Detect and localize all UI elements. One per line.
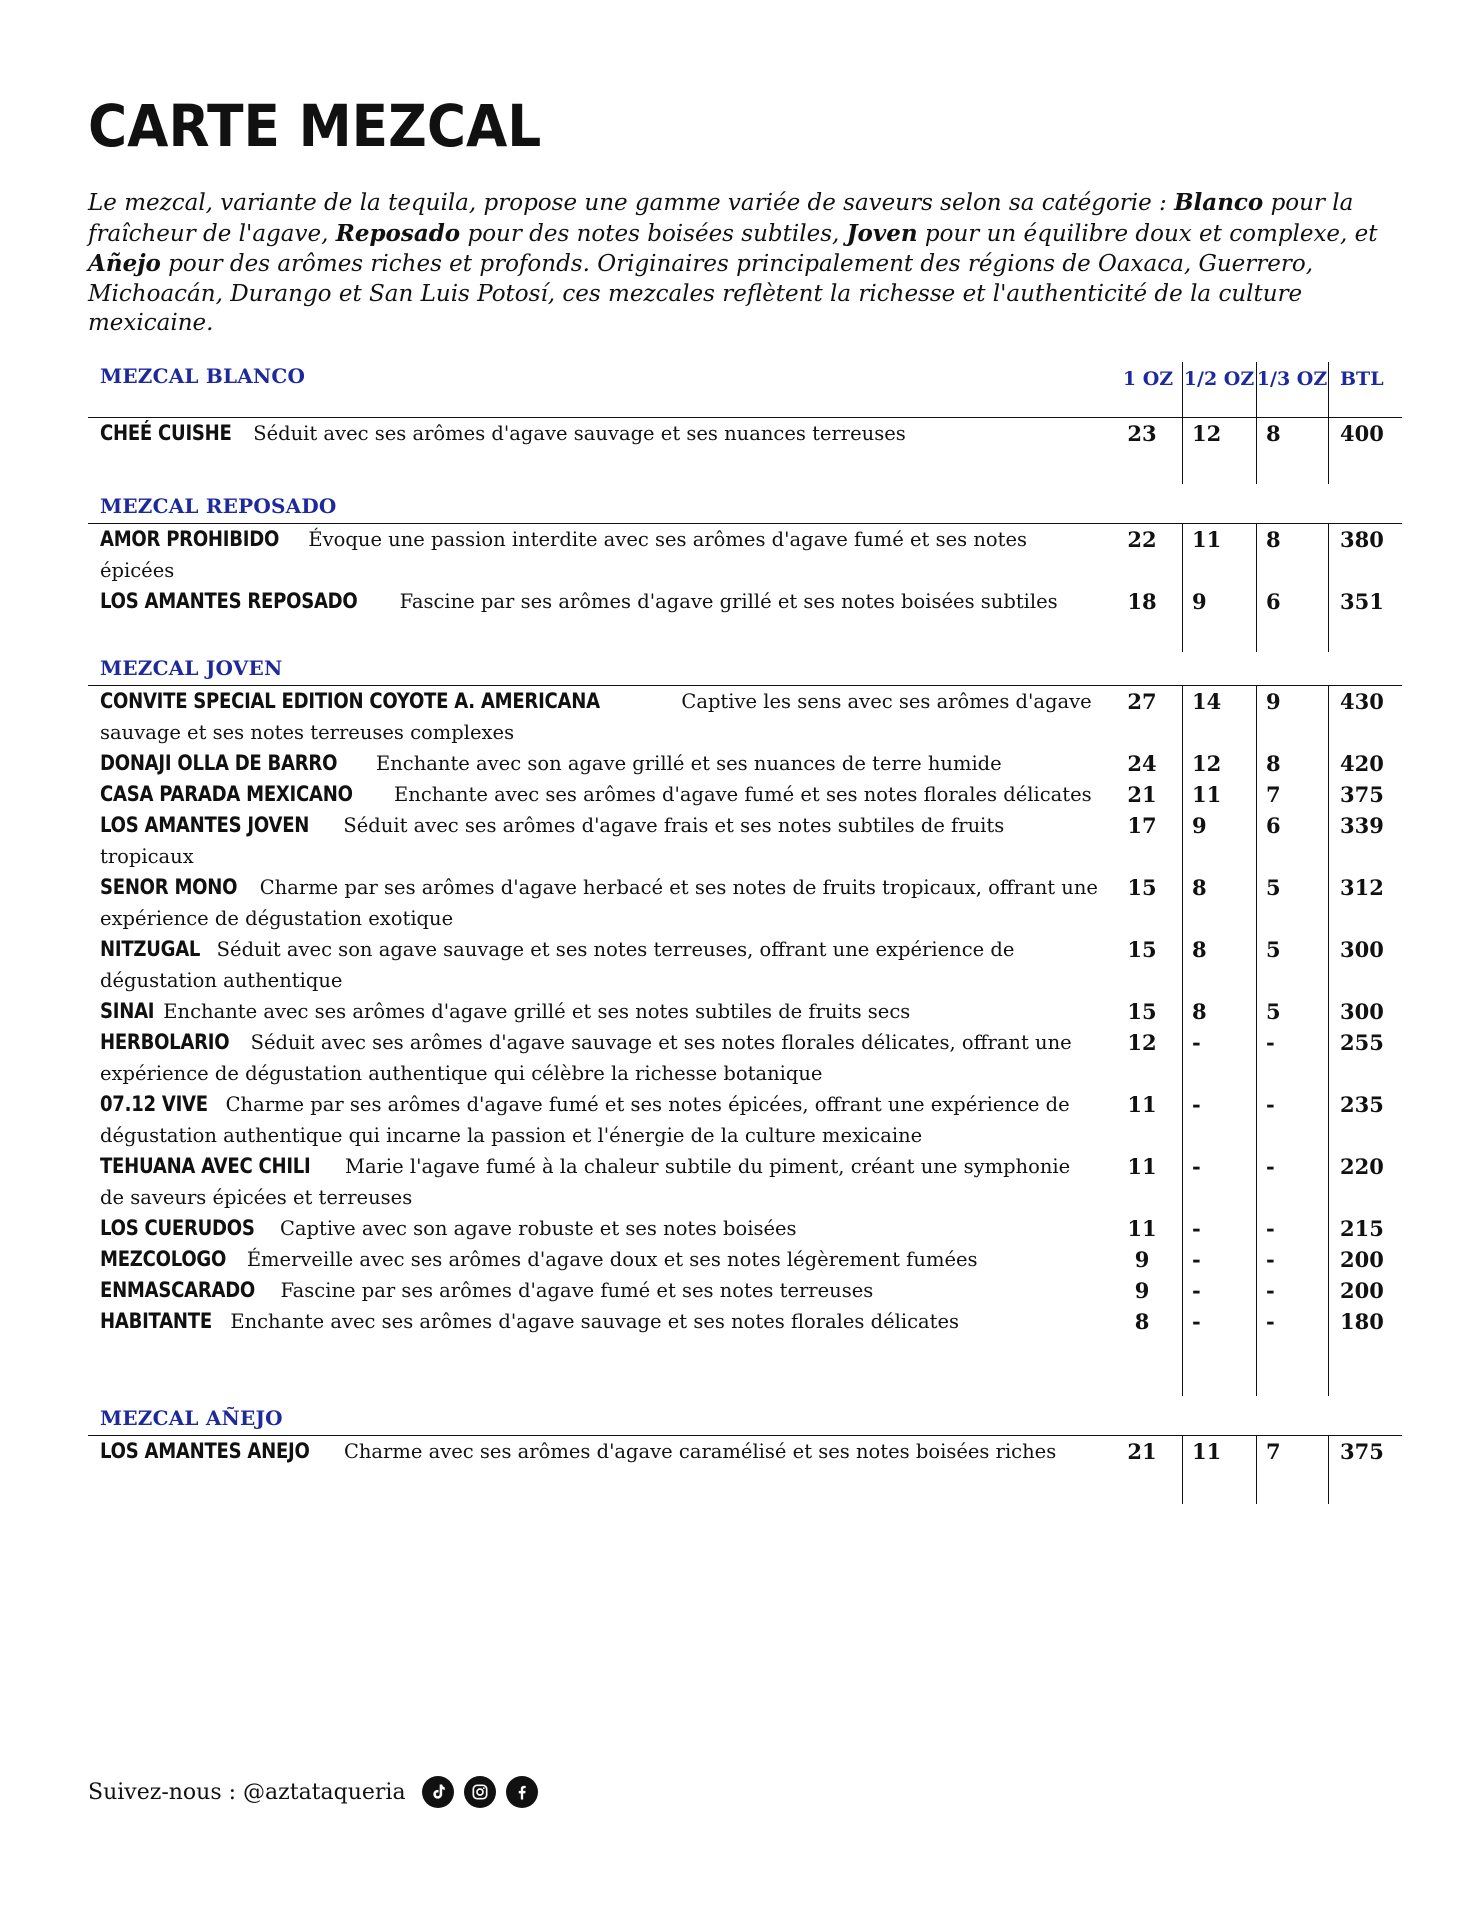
price-1oz: 11 bbox=[1127, 1154, 1157, 1179]
price-half-oz: - bbox=[1192, 1247, 1201, 1272]
column-divider bbox=[1182, 1436, 1183, 1504]
section-title: MEZCAL BLANCO bbox=[100, 364, 306, 388]
menu-item bbox=[88, 418, 1402, 449]
price-third-oz: 8 bbox=[1266, 421, 1281, 446]
price-half-oz: 9 bbox=[1192, 813, 1207, 838]
price-btl: 300 bbox=[1340, 937, 1384, 962]
price-half-oz: 11 bbox=[1192, 527, 1222, 552]
item-name: CASA PARADA MEXICANO bbox=[100, 782, 353, 806]
price-btl: 351 bbox=[1340, 589, 1384, 614]
item-name: SENOR MONO bbox=[100, 875, 238, 899]
price-half-oz: 8 bbox=[1192, 999, 1207, 1024]
price-1oz: 12 bbox=[1127, 1030, 1157, 1055]
price-btl: 430 bbox=[1340, 689, 1384, 714]
price-half-oz: - bbox=[1192, 1216, 1201, 1241]
footer bbox=[88, 1776, 538, 1808]
column-divider bbox=[1256, 686, 1257, 1396]
price-btl: 200 bbox=[1340, 1247, 1384, 1272]
col-head-third-oz: 1/3 OZ bbox=[1256, 368, 1328, 390]
col-head-btl: BTL bbox=[1340, 368, 1384, 390]
item-name: CHEÉ CUISHE bbox=[100, 421, 232, 445]
price-1oz: 11 bbox=[1127, 1092, 1157, 1117]
price-half-oz: 8 bbox=[1192, 937, 1207, 962]
item-desc: Séduit avec son agave sauvage et ses notes terreuses, offrant une expérience de dégustation authentique bbox=[100, 938, 1015, 992]
item-desc: Enchante avec ses arômes d'agave sauvage et ses notes florales délicates bbox=[230, 1310, 960, 1333]
col-head-half-oz: 1/2 OZ bbox=[1183, 368, 1255, 390]
price-btl: 220 bbox=[1340, 1154, 1384, 1179]
price-half-oz: - bbox=[1192, 1309, 1201, 1334]
price-third-oz: 7 bbox=[1266, 1439, 1281, 1464]
item-list bbox=[88, 1436, 1402, 1504]
price-third-oz: - bbox=[1266, 1154, 1275, 1179]
price-half-oz: 12 bbox=[1192, 421, 1222, 446]
item-name: LOS AMANTES REPOSADO bbox=[100, 589, 358, 613]
price-btl: 375 bbox=[1340, 782, 1384, 807]
price-btl: 420 bbox=[1340, 751, 1384, 776]
item-name: LOS CUERUDOS bbox=[100, 1216, 255, 1240]
column-divider bbox=[1256, 362, 1257, 484]
intro-paragraph: Le mezcal, variante de la tequila, propose une gamme variée de saveurs selon sa catégorie : Blanco pour la fraîcheur de l'agave, Reposado pour des notes boisées subtiles, Joven pour un équilibre doux et complexe, et Añejo pour des arômes riches et profonds. Originaires principalement des régions de Oaxaca, Guerrero, Michoacán, Durango et San Luis Potosí, ces mezcales reflètent la richesse et l'authenticité de la culture mexicaine. bbox=[88, 189, 1378, 336]
price-half-oz: 11 bbox=[1192, 782, 1222, 807]
item-list bbox=[88, 524, 1402, 652]
item-name: DONAJI OLLA DE BARRO bbox=[100, 751, 338, 775]
item-desc: Marie l'agave fumé à la chaleur subtile du piment, créant une symphonie de saveurs épicées et terreuses bbox=[100, 1155, 1071, 1209]
item-desc: Charme avec ses arômes d'agave caramélisé et ses notes boisées riches bbox=[343, 1440, 1057, 1463]
column-divider bbox=[1256, 524, 1257, 652]
price-btl: 200 bbox=[1340, 1278, 1384, 1303]
column-divider bbox=[1256, 1436, 1257, 1504]
price-btl: 215 bbox=[1340, 1216, 1384, 1241]
item-name: ENMASCARADO bbox=[100, 1278, 256, 1302]
price-1oz: 15 bbox=[1127, 875, 1157, 900]
price-1oz: 18 bbox=[1127, 589, 1157, 614]
section-blanco bbox=[88, 356, 1402, 484]
item-name: TEHUANA AVEC CHILI bbox=[100, 1154, 311, 1178]
price-third-oz: 9 bbox=[1266, 689, 1281, 714]
item-name: CONVITE SPECIAL EDITION COYOTE A. AMERICANA bbox=[100, 689, 600, 713]
item-name: SINAI bbox=[100, 999, 155, 1023]
price-btl: 380 bbox=[1340, 527, 1384, 552]
item-desc: Fascine par ses arômes d'agave fumé et ses notes terreuses bbox=[280, 1279, 874, 1302]
menu-item bbox=[88, 872, 1402, 934]
price-third-oz: - bbox=[1266, 1092, 1275, 1117]
item-desc: Charme par ses arômes d'agave herbacé et ses notes de fruits tropicaux, offrant une expérience de dégustation exotique bbox=[100, 876, 1098, 930]
page-title: CARTE MEZCAL bbox=[88, 92, 542, 160]
item-name: MEZCOLOGO bbox=[100, 1247, 227, 1271]
price-1oz: 22 bbox=[1127, 527, 1157, 552]
item-desc: Séduit avec ses arômes d'agave frais et ses notes subtiles de fruits tropicaux bbox=[100, 814, 1005, 868]
column-divider bbox=[1182, 524, 1183, 652]
column-divider bbox=[1182, 362, 1183, 484]
item-list bbox=[88, 418, 1402, 484]
item-desc: Fascine par ses arômes d'agave grillé et ses notes boisées subtiles bbox=[399, 590, 1058, 613]
menu-item bbox=[88, 996, 1402, 1027]
price-half-oz: - bbox=[1192, 1154, 1201, 1179]
item-desc: Séduit avec ses arômes d'agave sauvage et ses notes florales délicates, offrant une expérience de dégustation authentique qui célèbre la richesse botanique bbox=[100, 1031, 1072, 1085]
section-header bbox=[88, 1398, 1402, 1436]
price-third-oz: 8 bbox=[1266, 751, 1281, 776]
column-divider bbox=[1328, 1436, 1329, 1504]
item-name: 07.12 VIVE bbox=[100, 1092, 208, 1116]
section-reposado bbox=[88, 486, 1402, 652]
section-header bbox=[88, 356, 1402, 418]
price-half-oz: 11 bbox=[1192, 1439, 1222, 1464]
price-1oz: 11 bbox=[1127, 1216, 1157, 1241]
menu-item bbox=[88, 1244, 1402, 1275]
price-1oz: 9 bbox=[1134, 1278, 1150, 1303]
item-desc: Charme par ses arômes d'agave fumé et ses notes épicées, offrant une expérience de dégustation authentique qui incarne la passion et l'énergie de la culture mexicaine bbox=[100, 1093, 1070, 1147]
menu-item bbox=[88, 586, 1402, 617]
price-btl: 180 bbox=[1340, 1309, 1384, 1334]
section-anejo bbox=[88, 1398, 1402, 1504]
price-btl: 375 bbox=[1340, 1439, 1384, 1464]
price-btl: 339 bbox=[1340, 813, 1384, 838]
tiktok-icon[interactable] bbox=[422, 1776, 454, 1808]
price-half-oz: 8 bbox=[1192, 875, 1207, 900]
price-1oz: 9 bbox=[1134, 1247, 1150, 1272]
price-1oz: 15 bbox=[1127, 999, 1157, 1024]
price-third-oz: 6 bbox=[1266, 589, 1281, 614]
price-1oz: 24 bbox=[1127, 751, 1157, 776]
item-desc: Enchante avec ses arômes d'agave fumé et ses notes florales délicates bbox=[394, 783, 1092, 806]
menu-item bbox=[88, 1436, 1402, 1467]
price-third-oz: - bbox=[1266, 1247, 1275, 1272]
price-half-oz: 14 bbox=[1192, 689, 1222, 714]
menu-item bbox=[88, 1213, 1402, 1244]
price-1oz: 23 bbox=[1127, 421, 1157, 446]
facebook-icon[interactable] bbox=[506, 1776, 538, 1808]
price-btl: 312 bbox=[1340, 875, 1384, 900]
section-title: MEZCAL JOVEN bbox=[100, 656, 283, 680]
price-btl: 400 bbox=[1340, 421, 1384, 446]
price-third-oz: 8 bbox=[1266, 527, 1281, 552]
price-third-oz: 7 bbox=[1266, 782, 1281, 807]
price-1oz: 8 bbox=[1134, 1309, 1150, 1334]
menu-item bbox=[88, 748, 1402, 779]
price-third-oz: 5 bbox=[1266, 875, 1281, 900]
social-handle: Suivez-nous : @aztataqueria bbox=[88, 1779, 406, 1805]
section-header bbox=[88, 486, 1402, 524]
price-half-oz: 9 bbox=[1192, 589, 1207, 614]
item-name: LOS AMANTES JOVEN bbox=[100, 813, 310, 837]
menu-item bbox=[88, 524, 1402, 586]
column-divider bbox=[1182, 686, 1183, 1396]
price-1oz: 21 bbox=[1127, 1439, 1157, 1464]
price-half-oz: 12 bbox=[1192, 751, 1222, 776]
section-header bbox=[88, 648, 1402, 686]
menu-item bbox=[88, 686, 1402, 748]
item-desc: Enchante avec son agave grillé et ses nuances de terre humide bbox=[375, 752, 1002, 775]
price-third-oz: - bbox=[1266, 1309, 1275, 1334]
price-1oz: 21 bbox=[1127, 782, 1157, 807]
item-desc: Enchante avec ses arômes d'agave grillé et ses notes subtiles de fruits secs bbox=[163, 1000, 911, 1023]
price-third-oz: 5 bbox=[1266, 937, 1281, 962]
column-divider bbox=[1328, 362, 1329, 484]
price-half-oz: - bbox=[1192, 1030, 1201, 1055]
section-title: MEZCAL AÑEJO bbox=[100, 1406, 283, 1430]
price-third-oz: 5 bbox=[1266, 999, 1281, 1024]
item-name: AMOR PROHIBIDO bbox=[100, 527, 280, 551]
item-desc: Captive avec son agave robuste et ses notes boisées bbox=[279, 1217, 797, 1240]
item-list bbox=[88, 686, 1402, 1396]
price-half-oz: - bbox=[1192, 1092, 1201, 1117]
item-name: NITZUGAL bbox=[100, 937, 201, 961]
price-btl: 255 bbox=[1340, 1030, 1384, 1055]
menu-item bbox=[88, 779, 1402, 810]
price-1oz: 17 bbox=[1127, 813, 1157, 838]
item-desc: Séduit avec ses arômes d'agave sauvage et ses nuances terreuses bbox=[253, 422, 906, 445]
item-name: HABITANTE bbox=[100, 1309, 212, 1333]
instagram-icon[interactable] bbox=[464, 1776, 496, 1808]
menu-item bbox=[88, 1151, 1402, 1213]
column-divider bbox=[1328, 524, 1329, 652]
col-head-1oz: 1 OZ bbox=[1122, 368, 1174, 390]
item-name: LOS AMANTES ANEJO bbox=[100, 1439, 310, 1463]
price-third-oz: - bbox=[1266, 1030, 1275, 1055]
menu-item bbox=[88, 1275, 1402, 1306]
price-1oz: 15 bbox=[1127, 937, 1157, 962]
item-name: HERBOLARIO bbox=[100, 1030, 230, 1054]
menu-item bbox=[88, 1306, 1402, 1337]
price-third-oz: - bbox=[1266, 1278, 1275, 1303]
menu-item bbox=[88, 810, 1402, 872]
item-desc: Émerveille avec ses arômes d'agave doux et ses notes légèrement fumées bbox=[246, 1248, 978, 1271]
item-desc: Évoque une passion interdite avec ses arômes d'agave fumé et ses notes épicées bbox=[100, 528, 1028, 582]
section-joven bbox=[88, 648, 1402, 1396]
price-1oz: 27 bbox=[1127, 689, 1157, 714]
price-half-oz: - bbox=[1192, 1278, 1201, 1303]
price-third-oz: - bbox=[1266, 1216, 1275, 1241]
item-desc: Captive les sens avec ses arômes d'agave sauvage et ses notes terreuses complexes bbox=[100, 690, 1092, 744]
menu-item bbox=[88, 1027, 1402, 1089]
price-btl: 235 bbox=[1340, 1092, 1384, 1117]
menu-item bbox=[88, 934, 1402, 996]
price-third-oz: 6 bbox=[1266, 813, 1281, 838]
price-btl: 300 bbox=[1340, 999, 1384, 1024]
menu-item bbox=[88, 1089, 1402, 1151]
column-divider bbox=[1328, 686, 1329, 1396]
section-title: MEZCAL REPOSADO bbox=[100, 494, 337, 518]
